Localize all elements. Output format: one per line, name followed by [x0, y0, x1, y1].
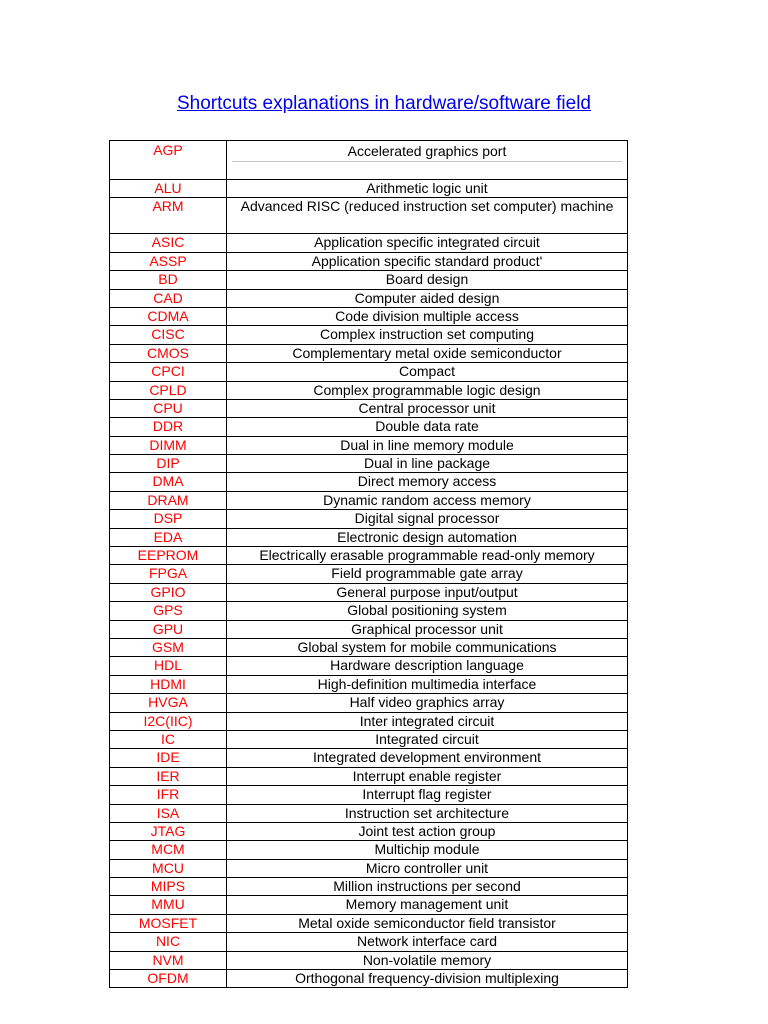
definition-text: Network interface card: [356, 933, 498, 950]
abbreviation-table: [109, 140, 628, 988]
abbreviation-cell: ARM: [110, 198, 227, 233]
definition-text: Compact: [398, 363, 456, 380]
definition-cell: [227, 234, 627, 251]
table-row: [110, 620, 627, 638]
definition-cell: [227, 382, 627, 399]
abbreviation-cell: OFDM: [110, 970, 227, 987]
table-row: [110, 730, 627, 748]
definition-text: Dynamic random access memory: [323, 491, 531, 508]
definition-cell: [227, 621, 627, 638]
definition-cell: [227, 400, 627, 417]
abbreviation-cell: IDE: [110, 749, 227, 766]
abbreviation-cell: ASSP: [110, 253, 227, 270]
definition-text: Complementary metal oxide semiconductor: [292, 344, 562, 361]
abbreviation-cell: EEPROM: [110, 547, 227, 564]
definition-text: Joint test action group: [358, 822, 496, 839]
table-row: [110, 564, 627, 582]
definition-cell: [227, 602, 627, 619]
definition-cell: [227, 529, 627, 546]
abbreviation-cell: DIMM: [110, 437, 227, 454]
abbreviation-cell: MCM: [110, 841, 227, 858]
definition-cell: [227, 418, 627, 435]
definition-cell: [227, 547, 627, 564]
table-row: [110, 436, 627, 454]
table-row: [110, 491, 627, 509]
table-row: [110, 546, 627, 564]
definition-text: Digital signal processor: [354, 510, 500, 527]
abbreviation-cell: HDMI: [110, 676, 227, 693]
table-row: [110, 804, 627, 822]
definition-text: Half video graphics array: [349, 694, 505, 711]
table-row: [110, 270, 627, 288]
definition-cell: [227, 345, 627, 362]
table-row: [110, 693, 627, 711]
table-row: [110, 932, 627, 950]
abbreviation-cell: GSM: [110, 639, 227, 656]
definition-text: Application specific integrated circuit: [314, 234, 540, 251]
definition-text: Central processor unit: [358, 399, 496, 416]
table-row: [110, 399, 627, 417]
definition-cell: [227, 326, 627, 343]
definition-text: Complex programmable logic design: [313, 381, 541, 398]
table-row: [110, 748, 627, 766]
abbreviation-cell: NIC: [110, 933, 227, 950]
table-row: [110, 822, 627, 840]
definition-cell: [227, 676, 627, 693]
definition-cell: [227, 308, 627, 325]
abbreviation-cell: DDR: [110, 418, 227, 435]
definition-text: Electrically erasable programmable read-only memory: [259, 547, 595, 564]
definition-text: Micro controller unit: [365, 859, 489, 876]
definition-text: Board design: [385, 271, 469, 288]
definition-cell: [227, 271, 627, 288]
table-row: [110, 197, 627, 233]
abbreviation-cell: EDA: [110, 529, 227, 546]
abbreviation-cell: JTAG: [110, 823, 227, 840]
table-row: [110, 675, 627, 693]
definition-text: Application specific standard product': [311, 252, 543, 269]
definition-text: Arithmetic logic unit: [366, 180, 488, 196]
table-row: [110, 252, 627, 270]
definition-cell: [227, 731, 627, 748]
definition-cell: [227, 749, 627, 766]
table-row: [110, 656, 627, 674]
abbreviation-cell: HDL: [110, 657, 227, 674]
definition-text: Electronic design automation: [337, 528, 517, 545]
abbreviation-cell: MIPS: [110, 878, 227, 895]
abbreviation-cell: IFR: [110, 786, 227, 803]
definition-text: Metal oxide semiconductor field transistor: [298, 914, 556, 931]
definition-cell: [227, 860, 627, 877]
definition-text: Orthogonal frequency-division multiplexing: [295, 970, 559, 987]
table-row: [110, 344, 627, 362]
definition-text: Graphical processor unit: [351, 620, 503, 637]
definition-text: High-definition multimedia interface: [317, 675, 537, 692]
abbreviation-cell: GPS: [110, 602, 227, 619]
definition-text: Field programmable gate array: [331, 565, 523, 582]
definition-text: Integrated development environment: [312, 749, 542, 766]
definition-text: Memory management unit: [345, 896, 509, 913]
definition-cell: [227, 933, 627, 950]
definition-text: Instruction set architecture: [344, 804, 510, 821]
definition-cell: [227, 896, 627, 913]
table-row: [110, 712, 627, 730]
table-row: [110, 895, 627, 913]
table-row: [110, 785, 627, 803]
definition-cell: [227, 455, 627, 472]
abbreviation-cell: CPU: [110, 400, 227, 417]
definition-text: Interrupt enable register: [352, 767, 502, 784]
abbreviation-cell: DSP: [110, 510, 227, 527]
abbreviation-cell: DIP: [110, 455, 227, 472]
table-row: [110, 767, 627, 785]
definition-text: Multichip module: [374, 841, 480, 858]
abbreviation-cell: DRAM: [110, 492, 227, 509]
definition-cell: [227, 639, 627, 656]
definition-cell: [227, 290, 627, 307]
table-row: [110, 638, 627, 656]
abbreviation-cell: CAD: [110, 290, 227, 307]
definition-text: Advanced RISC (reduced instruction set computer) machine: [240, 198, 614, 215]
definition-text: Integrated circuit: [375, 730, 479, 747]
definition-cell: [227, 198, 627, 233]
definition-cell: [227, 180, 627, 197]
definition-cell: [227, 584, 627, 601]
definition-text: Computer aided design: [354, 289, 500, 306]
abbreviation-cell: AGP: [110, 141, 227, 179]
definition-text: Inter integrated circuit: [359, 712, 495, 729]
abbreviation-cell: IER: [110, 768, 227, 785]
abbreviation-cell: FPGA: [110, 565, 227, 582]
table-row: [110, 179, 627, 197]
definition-cell: [227, 657, 627, 674]
abbreviation-cell: DMA: [110, 473, 227, 490]
abbreviation-cell: CMOS: [110, 345, 227, 362]
definition-text: Global positioning system: [347, 602, 507, 619]
table-row: [110, 840, 627, 858]
definition-cell: [227, 915, 627, 932]
definition-text: General purpose input/output: [336, 583, 518, 600]
cell-divider: [232, 161, 622, 162]
table-row: [110, 289, 627, 307]
definition-cell: [227, 805, 627, 822]
table-row: [110, 325, 627, 343]
definition-text: Non-volatile memory: [362, 951, 492, 968]
definition-cell: [227, 768, 627, 785]
definition-cell: [227, 823, 627, 840]
definition-cell: [227, 437, 627, 454]
table-row: [110, 528, 627, 546]
table-row: [110, 914, 627, 932]
table-row: [110, 307, 627, 325]
definition-text: Million instructions per second: [333, 878, 521, 895]
abbreviation-cell: MCU: [110, 860, 227, 877]
definition-text: Double data rate: [375, 418, 479, 435]
definition-text: Global system for mobile communications: [297, 638, 557, 655]
table-row: [110, 969, 627, 987]
abbreviation-cell: CISC: [110, 326, 227, 343]
abbreviation-cell: CPCI: [110, 363, 227, 380]
abbreviation-cell: NVM: [110, 952, 227, 969]
table-row: [110, 141, 627, 179]
abbreviation-cell: MOSFET: [110, 915, 227, 932]
table-row: [110, 472, 627, 490]
table-row: [110, 509, 627, 527]
definition-cell: [227, 473, 627, 490]
page-title: Shortcuts explanations in hardware/software field: [176, 93, 591, 114]
definition-cell: [227, 510, 627, 527]
definition-cell: [227, 841, 627, 858]
definition-cell: [227, 878, 627, 895]
definition-cell: [227, 713, 627, 730]
definition-cell: [227, 253, 627, 270]
table-row: [110, 417, 627, 435]
definition-text: Complex instruction set computing: [320, 326, 534, 343]
abbreviation-cell: ISA: [110, 805, 227, 822]
abbreviation-cell: IC: [110, 731, 227, 748]
definition-text: Accelerated graphics port: [347, 143, 507, 159]
definition-cell: [227, 363, 627, 380]
abbreviation-cell: MMU: [110, 896, 227, 913]
abbreviation-cell: GPIO: [110, 584, 227, 601]
definition-cell: [227, 694, 627, 711]
table-row: [110, 454, 627, 472]
definition-cell: [227, 492, 627, 509]
abbreviation-cell: ALU: [110, 180, 227, 197]
definition-cell: [227, 952, 627, 969]
abbreviation-cell: CPLD: [110, 382, 227, 399]
definition-text: Hardware description language: [330, 657, 524, 674]
abbreviation-cell: GPU: [110, 621, 227, 638]
table-row: [110, 583, 627, 601]
abbreviation-cell: I2C(IIC): [110, 713, 227, 730]
table-row: [110, 362, 627, 380]
definition-text: Interrupt flag register: [362, 786, 492, 803]
table-row: [110, 233, 627, 251]
table-row: [110, 381, 627, 399]
table-row: [110, 859, 627, 877]
abbreviation-cell: HVGA: [110, 694, 227, 711]
table-row: [110, 951, 627, 969]
definition-cell: [227, 141, 627, 179]
definition-text: Dual in line package: [363, 455, 491, 472]
definition-text: Code division multiple access: [335, 307, 519, 324]
definition-cell: [227, 565, 627, 582]
abbreviation-cell: BD: [110, 271, 227, 288]
definition-cell: [227, 970, 627, 987]
table-row: [110, 877, 627, 895]
definition-cell: [227, 786, 627, 803]
table-row: [110, 601, 627, 619]
abbreviation-cell: CDMA: [110, 308, 227, 325]
abbreviation-cell: ASIC: [110, 234, 227, 251]
definition-text: Direct memory access: [357, 473, 497, 490]
definition-text: Dual in line memory module: [340, 436, 514, 453]
